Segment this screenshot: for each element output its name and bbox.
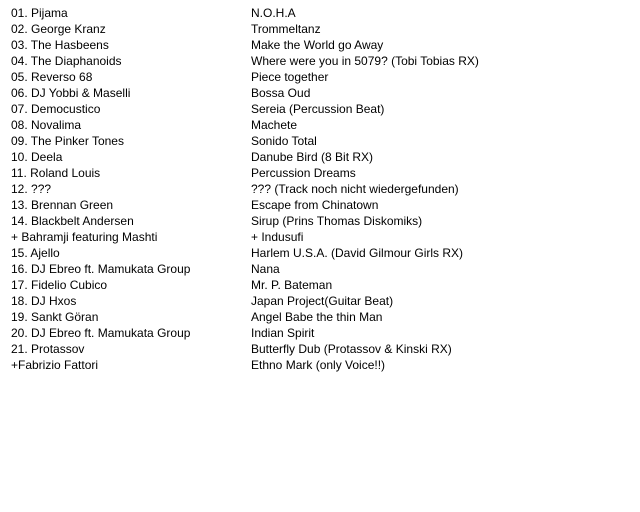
track-row xyxy=(11,341,611,357)
track-title: Sereia (Percussion Beat) xyxy=(251,102,385,116)
track-title: + Indusufi xyxy=(251,230,304,244)
track-title: Machete xyxy=(251,118,298,132)
track-title: Sonido Total xyxy=(251,134,317,148)
track-row xyxy=(11,85,611,101)
track-row xyxy=(11,53,611,69)
track-title: Trommeltanz xyxy=(251,22,321,36)
track-row xyxy=(11,357,611,373)
track-title: Japan Project(Guitar Beat) xyxy=(251,294,394,308)
track-title: Bossa Oud xyxy=(251,86,311,100)
track-row xyxy=(11,101,611,117)
track-row xyxy=(11,293,611,309)
track-title: Ethno Mark (only Voice!!) xyxy=(251,358,386,372)
track-artist: 03. The Hasbeens xyxy=(11,38,109,52)
track-row xyxy=(11,165,611,181)
track-row xyxy=(11,181,611,197)
track-artist: 18. DJ Hxos xyxy=(11,294,77,308)
track-row xyxy=(11,133,611,149)
track-title: Make the World go Away xyxy=(251,38,384,52)
track-row xyxy=(11,21,611,37)
track-artist: 08. Novalima xyxy=(11,118,82,132)
track-row xyxy=(11,325,611,341)
track-row xyxy=(11,69,611,85)
track-row xyxy=(11,213,611,229)
track-artist: 01. Pijama xyxy=(11,6,68,20)
track-title: Harlem U.S.A. (David Gilmour Girls RX) xyxy=(251,246,464,260)
track-title: Percussion Dreams xyxy=(251,166,356,180)
track-artist: 15. Ajello xyxy=(11,246,60,260)
tracklist xyxy=(11,5,611,373)
track-row xyxy=(11,37,611,53)
track-title: Indian Spirit xyxy=(251,326,315,340)
track-artist: 09. The Pinker Tones xyxy=(11,134,124,148)
track-title: Angel Babe the thin Man xyxy=(251,310,383,324)
track-artist: 12. ??? xyxy=(11,182,52,196)
track-row xyxy=(11,117,611,133)
track-artist: +Fabrizio Fattori xyxy=(11,358,99,372)
track-artist: 02. George Kranz xyxy=(11,22,106,36)
track-artist: 17. Fidelio Cubico xyxy=(11,278,108,292)
track-row xyxy=(11,309,611,325)
track-artist: 06. DJ Yobbi & Maselli xyxy=(11,86,131,100)
track-title: Mr. P. Bateman xyxy=(251,278,333,292)
track-title: Sirup (Prins Thomas Diskomiks) xyxy=(251,214,423,228)
track-title: ??? (Track noch nicht wiedergefunden) xyxy=(251,182,459,196)
track-artist: 10. Deela xyxy=(11,150,63,164)
track-title: Piece together xyxy=(251,70,329,84)
track-artist: 07. Democustico xyxy=(11,102,101,116)
track-artist: 11. Roland Louis xyxy=(11,166,101,180)
track-title: Danube Bird (8 Bit RX) xyxy=(251,150,374,164)
track-row xyxy=(11,149,611,165)
track-title: Butterfly Dub (Protassov & Kinski RX) xyxy=(251,342,452,356)
track-title: N.O.H.A xyxy=(251,6,296,20)
track-artist: + Bahramji featuring Mashti xyxy=(11,230,158,244)
track-artist: 04. The Diaphanoids xyxy=(11,54,122,68)
track-row xyxy=(11,245,611,261)
track-row xyxy=(11,197,611,213)
track-title: Escape from Chinatown xyxy=(251,198,379,212)
track-artist: 13. Brennan Green xyxy=(11,198,114,212)
track-artist: 05. Reverso 68 xyxy=(11,70,93,84)
track-title: Where were you in 5079? (Tobi Tobias RX) xyxy=(251,54,479,68)
track-artist: 19. Sankt Göran xyxy=(11,310,99,324)
track-row xyxy=(11,277,611,293)
track-artist: 14. Blackbelt Andersen xyxy=(11,214,134,228)
track-artist: 21. Protassov xyxy=(11,342,85,356)
track-row xyxy=(11,261,611,277)
track-row xyxy=(11,229,611,245)
track-artist: 16. DJ Ebreo ft. Mamukata Group xyxy=(11,262,191,276)
track-title: Nana xyxy=(251,262,280,276)
track-row xyxy=(11,5,611,21)
track-artist: 20. DJ Ebreo ft. Mamukata Group xyxy=(11,326,191,340)
